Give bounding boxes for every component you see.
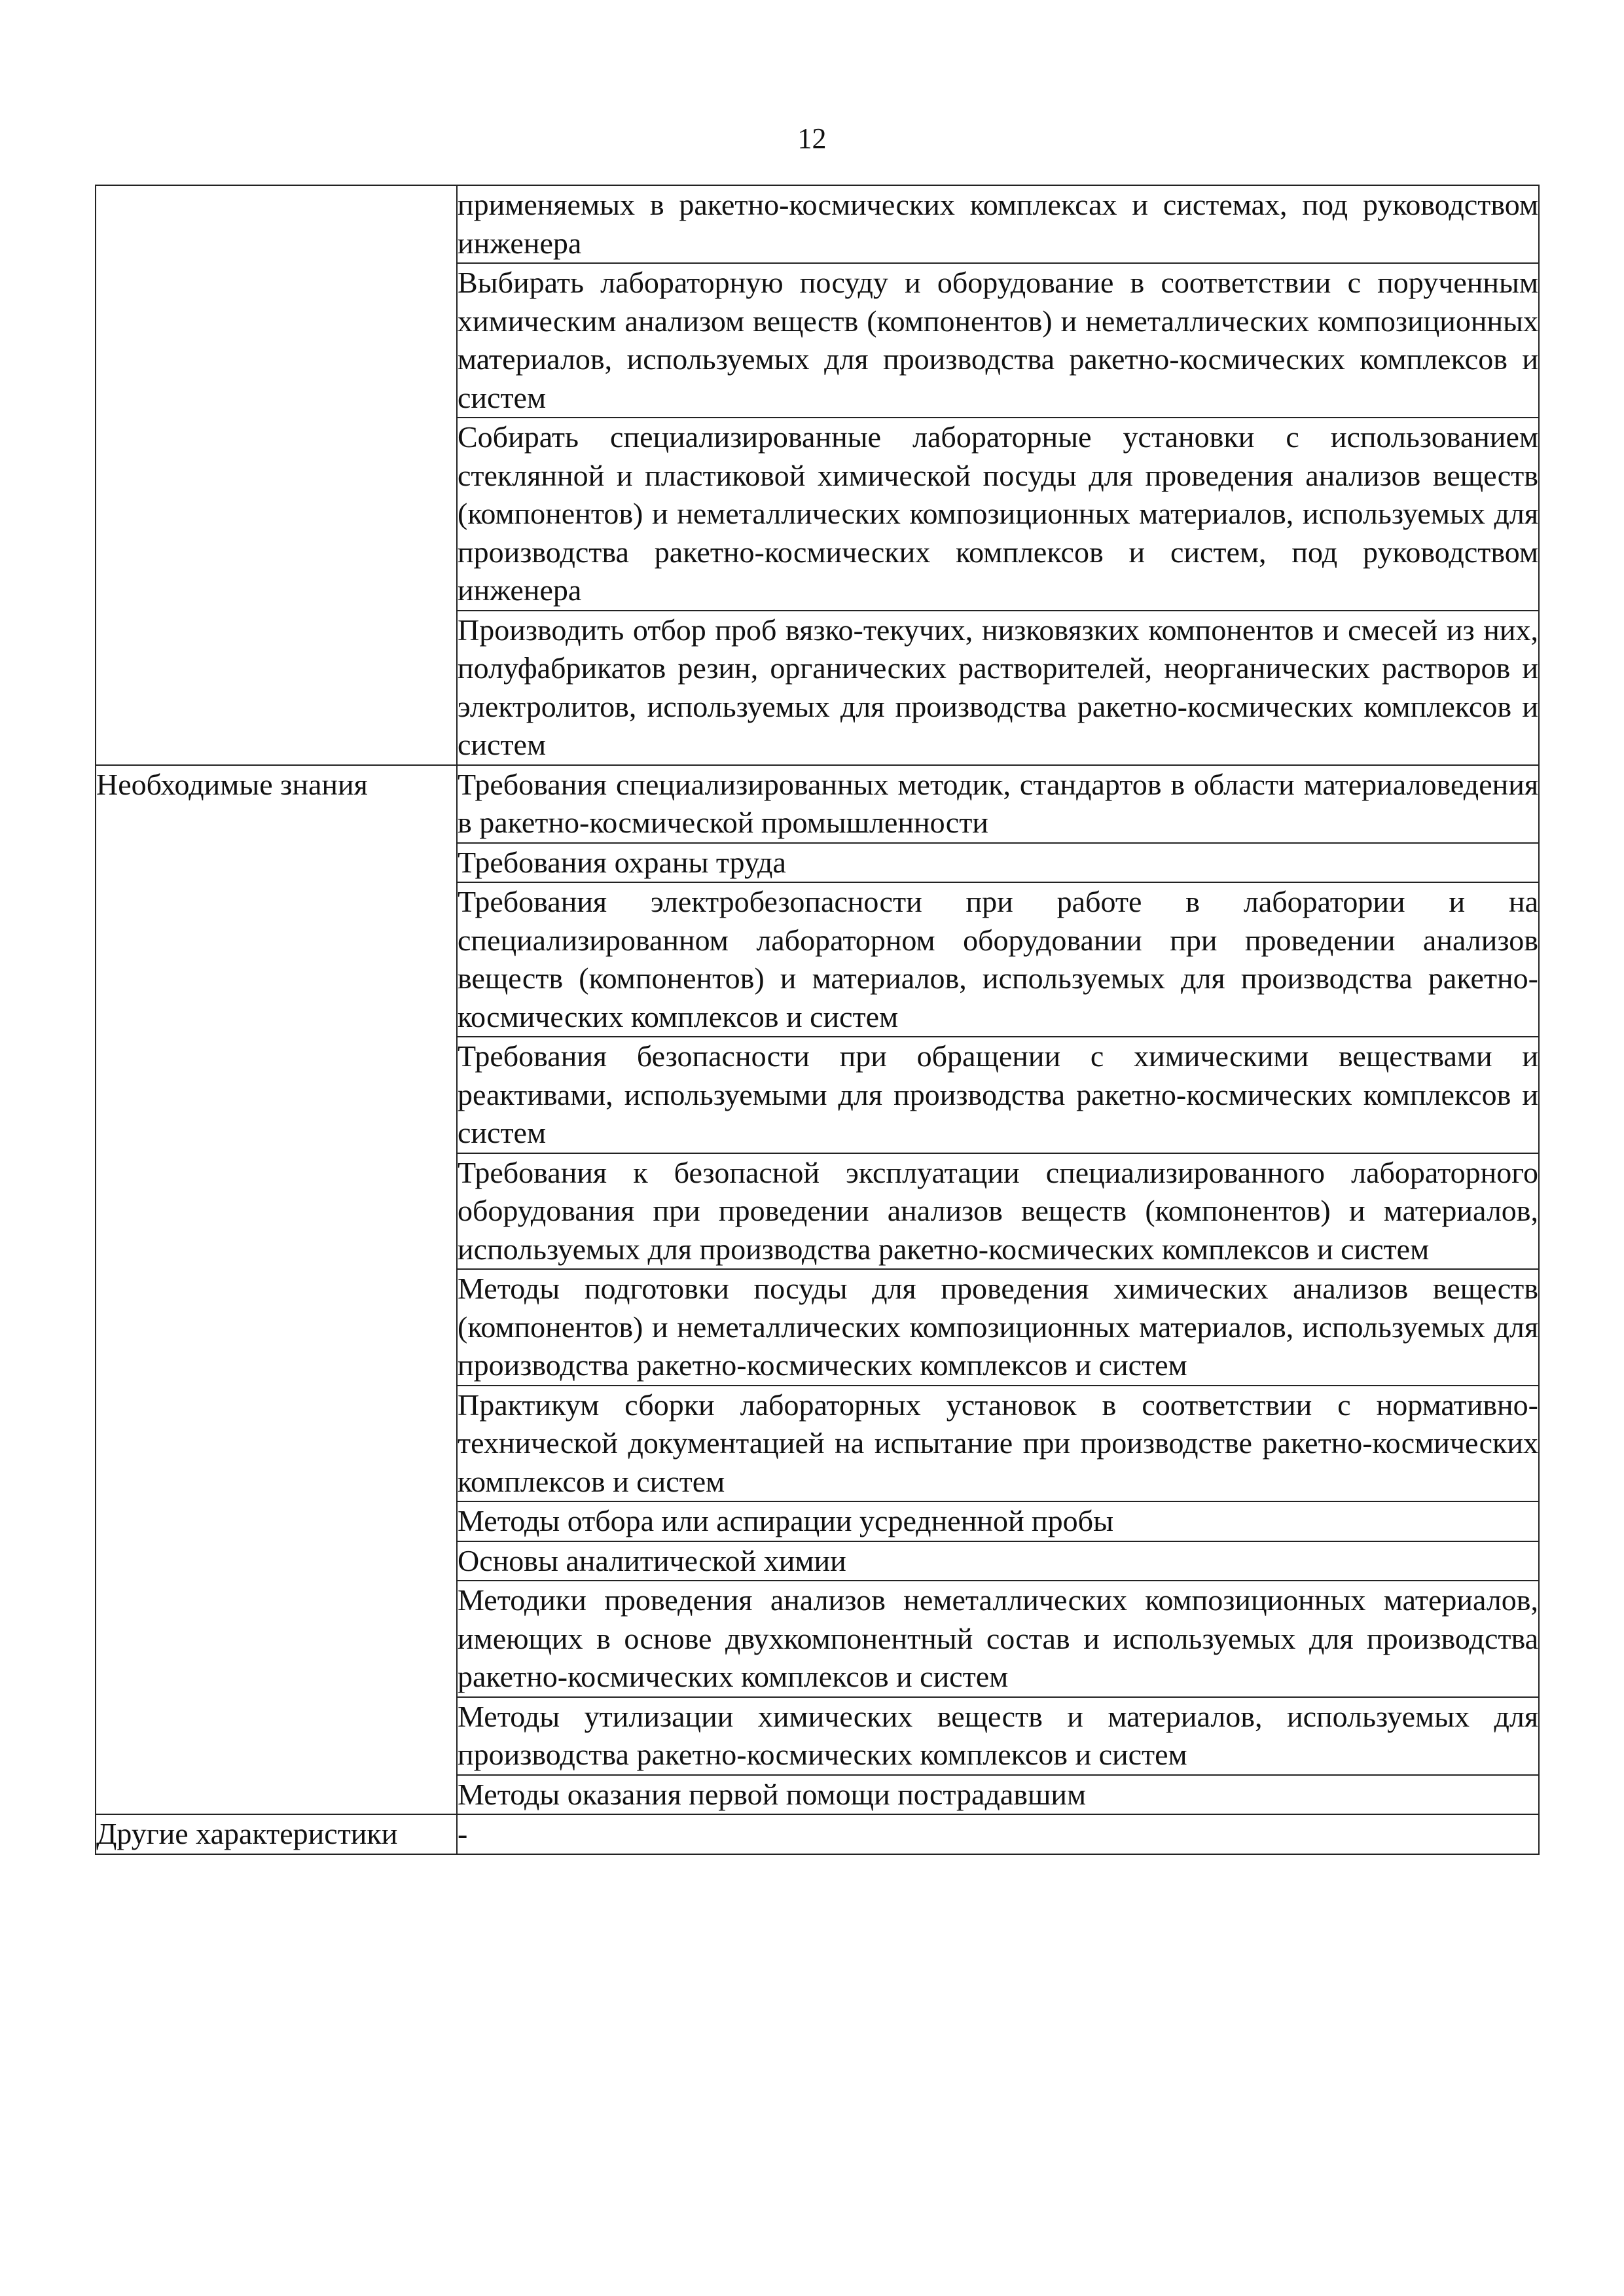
table-row [96, 1814, 1539, 1854]
table-cell: Методы отбора или аспирации усредненной пробы [457, 1501, 1539, 1541]
row-label-required-knowledge: Необходимые знания [96, 765, 457, 1815]
table-cell: Методы подготовки посуды для проведения химических анализов веществ (компонентов) и неметаллических композиционных материалов, используемых для производства ракетно-космических комплексов и систем [457, 1269, 1539, 1386]
table-cell: Требования безопасности при обращении с химическими веществами и реактивами, используемыми для производства ракетно-космических комплексов и систем [457, 1037, 1539, 1153]
table-row [96, 185, 1539, 263]
table-row [96, 765, 1539, 843]
table-cell: Требования специализированных методик, стандартов в области материаловедения в ракетно-космической промышленности [457, 765, 1539, 843]
table-cell: Требования к безопасной эксплуатации специализированного лабораторного оборудования при проведении анализов веществ (компонентов) и материалов, используемых для производства ракетно-космических комплексов и систем [457, 1153, 1539, 1270]
table-cell: Требования охраны труда [457, 843, 1539, 883]
page-number: 12 [797, 122, 827, 154]
table-cell: Собирать специализированные лабораторные установки с использованием стеклянной и пластиковой химической посуды для проведения анализов веществ (компонентов) и неметаллических композиционных материалов, используемых для производства ракетно-космических комплексов и систем, под руководством инженера [457, 418, 1539, 611]
table-cell: Производить отбор проб вязко-текучих, низковязких компонентов и смесей из них, полуфабрикатов резин, органических растворителей, неорганических растворов и электролитов, используемых для производства ракетно-космических комплексов и систем [457, 611, 1539, 765]
table-cell: Методики проведения анализов неметаллических композиционных материалов, имеющих в основе двухкомпонентный состав и используемых для производства ракетно-космических комплексов и систем [457, 1581, 1539, 1697]
table-cell: Выбирать лабораторную посуду и оборудование в соответствии с порученным химическим анализом веществ (компонентов) и неметаллических композиционных материалов, используемых для производства ракетно-космических комплексов и систем [457, 263, 1539, 418]
row-label [96, 185, 457, 765]
table-cell: применяемых в ракетно-космических комплексах и системах, под руководством инженера [457, 185, 1539, 263]
table-cell: Требования электробезопасности при работе в лаборатории и на специализированном лабораторном оборудовании при проведении анализов веществ (компонентов) и материалов, используемых для производства ракетно-космических комплексов и систем [457, 882, 1539, 1037]
table-cell: Методы утилизации химических веществ и материалов, используемых для производства ракетно-космических комплексов и систем [457, 1697, 1539, 1775]
table-cell: Основы аналитической химии [457, 1541, 1539, 1581]
qualification-table [95, 185, 1540, 1855]
table-cell: Практикум сборки лабораторных установок в соответствии с нормативно-технической документацией на испытание при производстве ракетно-космических комплексов и систем [457, 1386, 1539, 1502]
table-cell: - [457, 1814, 1539, 1854]
table-cell: Методы оказания первой помощи пострадавшим [457, 1775, 1539, 1815]
row-label-other-characteristics: Другие характеристики [96, 1814, 457, 1854]
